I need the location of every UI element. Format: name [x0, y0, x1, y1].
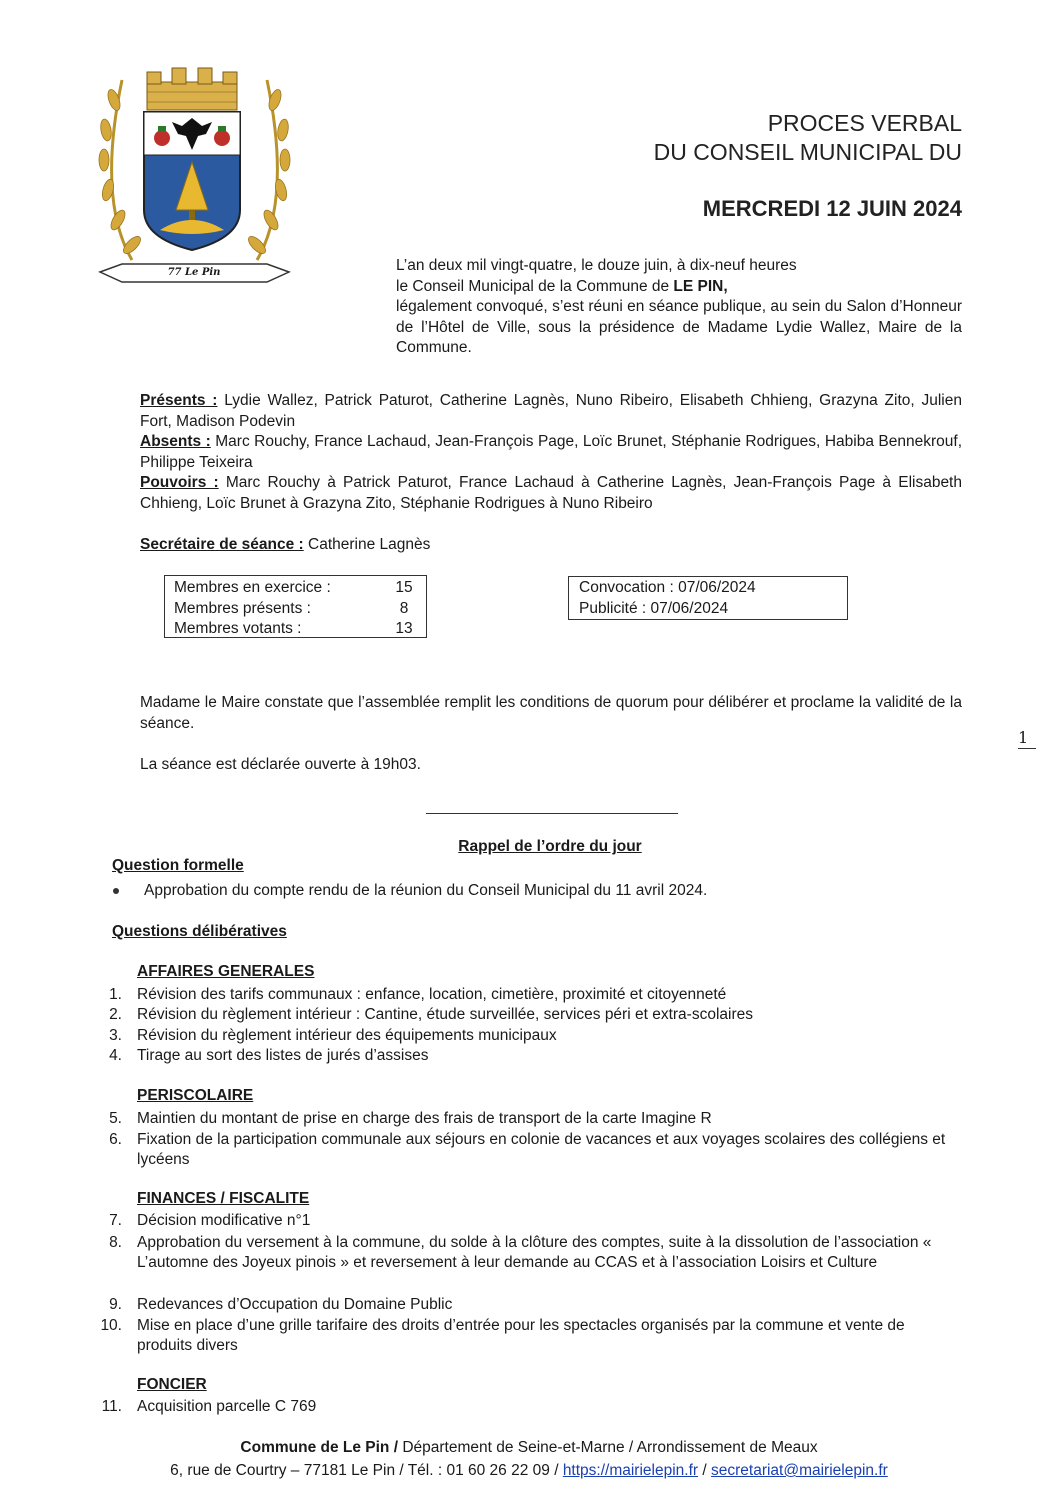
pouvoirs-paragraph: [140, 473, 962, 514]
agenda-section-heading: FINANCES / FISCALITE: [137, 1190, 310, 1207]
meeting-date: MERCREDI 12 JUIN 2024: [702, 196, 962, 221]
agenda-item-text: Décision modificative n°1: [137, 1212, 311, 1229]
page-number-text: 1: [1018, 728, 1029, 747]
secretary-label: Secrétaire de séance :: [140, 536, 304, 553]
intro-line1: L’an deux mil vingt-quatre, le douze juin, à dix-neuf heures: [396, 257, 797, 274]
agenda-item-text: Acquisition parcelle C 769: [137, 1398, 317, 1415]
agenda-item-number: 10.: [100, 1317, 122, 1334]
footer-line1: [0, 1436, 1058, 1459]
intro-paragraph: [396, 256, 962, 359]
members-row: [174, 578, 419, 599]
agenda-title: Rappel de l’ordre du jour: [458, 838, 642, 855]
agenda-item-number: 1.: [109, 986, 122, 1003]
members-value: 15: [395, 579, 413, 596]
footer-region: Département de Seine-et-Marne / Arrondissement de Meaux: [398, 1439, 818, 1456]
agenda-item-text: Maintien du montant de prise en charge des frais de transport de la carte Imagine R: [137, 1110, 712, 1127]
quorum-statement: Madame le Maire constate que l’assemblée remplit les conditions de quorum pour délibérer et proclame la validité de la séance.: [140, 694, 962, 732]
coat-of-arms-logo: [92, 60, 297, 300]
members-count-box: [164, 575, 427, 638]
agenda-item-number: 6.: [109, 1131, 122, 1148]
commune-name: LE PIN,: [673, 277, 728, 295]
publicite-date: Publicité : 07/06/2024: [579, 599, 729, 617]
attendance-block: [140, 391, 962, 514]
secretary-name: Catherine Lagnès: [308, 536, 431, 553]
agenda-item-text: Révision du règlement intérieur : Cantine, étude surveillée, services péri et extra-scolaires: [137, 1006, 753, 1023]
website-link[interactable]: https://mairielepin.fr: [562, 1462, 699, 1479]
members-label: Membres en exercice :: [174, 579, 331, 596]
absents-paragraph: [140, 432, 962, 473]
agenda-section-heading: PERISCOLAIRE: [137, 1087, 254, 1104]
agenda-item-number: 4.: [109, 1047, 122, 1064]
footer-separator: /: [698, 1462, 711, 1479]
secretary-line: [140, 535, 962, 556]
pouvoirs-label: Pouvoirs :: [140, 474, 219, 491]
page-number-rule: [1018, 748, 1036, 749]
members-row: [174, 599, 419, 620]
intro-line2: [396, 277, 962, 298]
absents-list: Marc Rouchy, France Lachaud, Jean-François Page, Loïc Brunet, Stéphanie Rodrigues, Habiba Bennekrouf, Philippe Teixeira: [140, 433, 962, 471]
page-number: [1018, 728, 1036, 749]
logo-banner-text: 77 Le Pin: [167, 267, 221, 278]
formal-question-text: Approbation du compte rendu de la réunion du Conseil Municipal du 11 avril 2024.: [144, 882, 708, 899]
intro-line3: légalement convoqué, s’est réuni en séance publique, au sein du Salon d’Honneur de l’Hôtel de Ville, sous la présidence de Madame Lydie Wallez, Maire de la Commune.: [396, 298, 962, 356]
document-title-line2: DU CONSEIL MUNICIPAL DU: [653, 139, 962, 165]
intro-line2-prefix: le Conseil Municipal de la Commune de: [396, 277, 674, 295]
agenda-item-text: Révision du règlement intérieur des équipements municipaux: [137, 1027, 557, 1044]
agenda-item-number: 8.: [109, 1234, 122, 1251]
footer-address: 6, rue de Courtry – 77181 Le Pin / Tél. : 01 60 26 22 09 /: [170, 1462, 563, 1479]
agenda-item-text: Approbation du versement à la commune, du solde à la clôture des comptes, suite à la dissolution de l’association « L’automne des Joyeux pinois » et reversement à leur demande au CCAS et à l’association Loisirs et Culture: [137, 1234, 932, 1271]
members-table: [174, 578, 419, 640]
agenda-item-text: Mise en place d’une grille tarifaire des droits d’entrée pour les spectacles organisés par la commune et vente de produits divers: [137, 1317, 905, 1354]
members-label: Membres présents :: [174, 599, 311, 617]
agenda-item-text: Fixation de la participation communale aux séjours en colonie de vacances et aux voyages scolaires des collégiens et lycéens: [137, 1131, 946, 1168]
presents-label: Présents :: [140, 392, 218, 409]
bullet-icon: [113, 888, 119, 894]
absents-label: Absents :: [140, 433, 211, 450]
members-row: [174, 619, 419, 640]
agenda-item-text: Révision des tarifs communaux : enfance, location, cimetière, proximité et citoyenneté: [137, 986, 727, 1003]
convocation-date: Convocation : 07/06/2024: [579, 579, 756, 596]
formal-question-item: [0, 881, 1000, 903]
agenda-item-number: 9.: [109, 1296, 122, 1313]
presents-paragraph: [140, 391, 962, 432]
agenda-item-number: 11.: [101, 1398, 122, 1415]
agenda-section-heading: AFFAIRES GENERALES: [137, 963, 315, 980]
footer-commune: Commune de Le Pin /: [240, 1439, 399, 1456]
presents-list: Lydie Wallez, Patrick Paturot, Catherine Lagnès, Nuno Ribeiro, Elisabeth Chhieng, Grazyna Zito, Julien Fort, Madison Podevin: [140, 392, 962, 430]
agenda-item-number: 3.: [109, 1027, 122, 1044]
agenda-section-heading: FONCIER: [137, 1376, 207, 1393]
pouvoirs-list: Marc Rouchy à Patrick Paturot, France Lachaud à Catherine Lagnès, Jean-François Page à Elisabeth Chhieng, Loïc Brunet à Grazyna Zito, Stéphanie Rodrigues à Nuno Ribeiro: [140, 474, 962, 512]
footer: [0, 1436, 1058, 1482]
agenda-item-number: 7.: [109, 1212, 122, 1229]
opening-statement: La séance est déclarée ouverte à 19h03.: [140, 756, 421, 773]
agenda-item-number: 2.: [109, 1006, 122, 1023]
members-value: 8: [399, 599, 409, 617]
section-divider: [426, 813, 678, 814]
agenda-item-number: 5.: [109, 1110, 122, 1127]
formal-question-heading: Question formelle: [112, 857, 244, 874]
members-label: Membres votants :: [174, 620, 302, 637]
document-title-line1: PROCES VERBAL: [767, 110, 962, 136]
members-value: 13: [395, 620, 413, 637]
deliberative-questions-heading: Questions délibératives: [112, 923, 287, 940]
convocation-box: [568, 576, 848, 620]
agenda-item-text: Redevances d’Occupation du Domaine Public: [137, 1296, 453, 1313]
email-link[interactable]: secretariat@mairielepin.fr: [710, 1462, 888, 1479]
agenda-item-text: Tirage au sort des listes de jurés d’assises: [137, 1047, 429, 1064]
footer-line2: [0, 1459, 1058, 1482]
